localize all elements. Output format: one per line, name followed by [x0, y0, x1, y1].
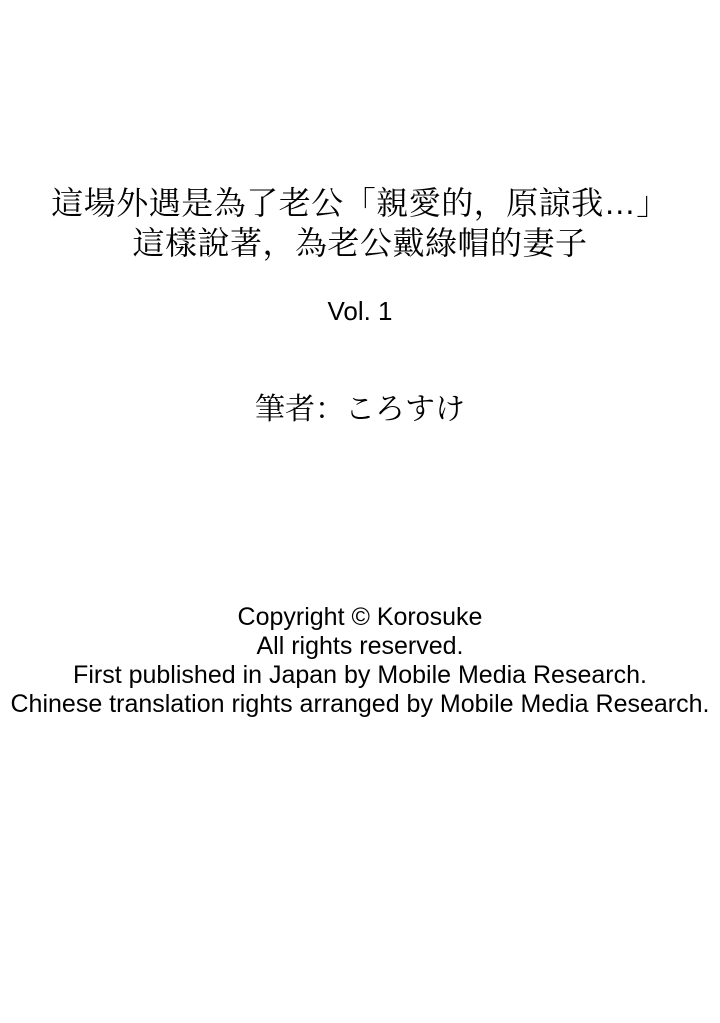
copyright-line-rights: All rights reserved.	[256, 632, 464, 660]
copyright-line-holder: Copyright © Korosuke	[237, 603, 483, 631]
copyright-block	[0, 603, 720, 719]
book-title-line-2: 這樣說著，為老公戴綠帽的妻子	[132, 225, 588, 261]
book-title	[0, 183, 720, 263]
copyright-line-translation-rights: Chinese translation rights arranged by Mobile Media Research.	[10, 690, 710, 718]
volume-label: Vol. 1	[327, 296, 393, 326]
book-title-line-1: 這場外遇是為了老公「親愛的，原諒我…」	[51, 185, 669, 221]
author-label: 筆者：ころすけ	[255, 393, 465, 426]
copyright-line-first-published: First published in Japan by Mobile Media Research.	[73, 661, 647, 689]
